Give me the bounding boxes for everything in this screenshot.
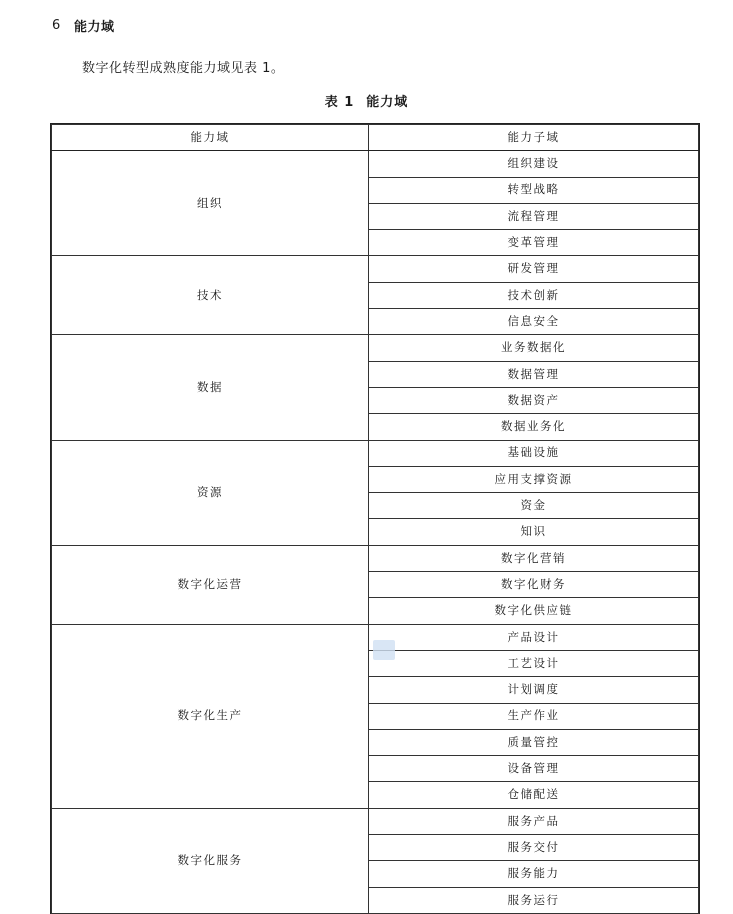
header-domain: 能力域 xyxy=(52,125,369,151)
domain-cell: 组织 xyxy=(52,151,369,256)
subdomain-cell: 数字化财务 xyxy=(369,572,699,598)
subdomain-cell: 流程管理 xyxy=(369,203,699,229)
section-heading xyxy=(52,14,115,36)
table-row xyxy=(52,545,699,571)
subdomain-cell: 知识 xyxy=(369,519,699,545)
subdomain-cell: 资金 xyxy=(369,493,699,519)
subdomain-cell: 业务数据化 xyxy=(369,335,699,361)
header-subdomain: 能力子域 xyxy=(369,125,699,151)
capability-domain-table xyxy=(51,124,699,914)
table-row xyxy=(52,440,699,466)
subdomain-cell: 计划调度 xyxy=(369,677,699,703)
domain-cell: 数据 xyxy=(52,335,369,440)
subdomain-cell: 数字化供应链 xyxy=(369,598,699,624)
intro-paragraph: 数字化转型成熟度能力域见表 1。 xyxy=(82,61,285,76)
subdomain-cell: 数据管理 xyxy=(369,361,699,387)
subdomain-cell: 转型战略 xyxy=(369,177,699,203)
table-row xyxy=(52,151,699,177)
subdomain-cell: 数据资产 xyxy=(369,387,699,413)
table-caption-number: 表 1 xyxy=(324,95,355,110)
subdomain-cell: 数字化营销 xyxy=(369,545,699,571)
table-row xyxy=(52,256,699,282)
domain-cell: 技术 xyxy=(52,256,369,335)
subdomain-cell: 设备管理 xyxy=(369,756,699,782)
subdomain-cell: 服务运行 xyxy=(369,887,699,913)
table-header-row xyxy=(52,125,699,151)
domain-cell: 数字化运营 xyxy=(52,545,369,624)
subdomain-cell: 产品设计 xyxy=(369,624,699,650)
table-row xyxy=(52,808,699,834)
subdomain-cell: 数据业务化 xyxy=(369,414,699,440)
section-number: 6 xyxy=(52,17,61,33)
subdomain-cell: 质量管控 xyxy=(369,729,699,755)
subdomain-cell: 研发管理 xyxy=(369,256,699,282)
subdomain-cell: 服务交付 xyxy=(369,835,699,861)
table-body xyxy=(52,151,699,914)
subdomain-cell: 应用支撑资源 xyxy=(369,466,699,492)
section-title: 能力域 xyxy=(74,19,115,35)
domain-cell: 数字化服务 xyxy=(52,808,369,913)
subdomain-cell: 变革管理 xyxy=(369,230,699,256)
table-caption-title: 能力域 xyxy=(366,95,409,110)
subdomain-cell: 组织建设 xyxy=(369,151,699,177)
watermark-logo xyxy=(373,640,395,660)
table-row xyxy=(52,335,699,361)
subdomain-cell: 技术创新 xyxy=(369,282,699,308)
domain-cell: 资源 xyxy=(52,440,369,545)
subdomain-cell: 服务能力 xyxy=(369,861,699,887)
subdomain-cell: 仓储配送 xyxy=(369,782,699,808)
table-caption xyxy=(0,91,733,110)
subdomain-cell: 服务产品 xyxy=(369,808,699,834)
subdomain-cell: 基础设施 xyxy=(369,440,699,466)
subdomain-cell: 工艺设计 xyxy=(369,650,699,676)
domain-cell: 数字化生产 xyxy=(52,624,369,808)
subdomain-cell: 生产作业 xyxy=(369,703,699,729)
subdomain-cell: 信息安全 xyxy=(369,309,699,335)
